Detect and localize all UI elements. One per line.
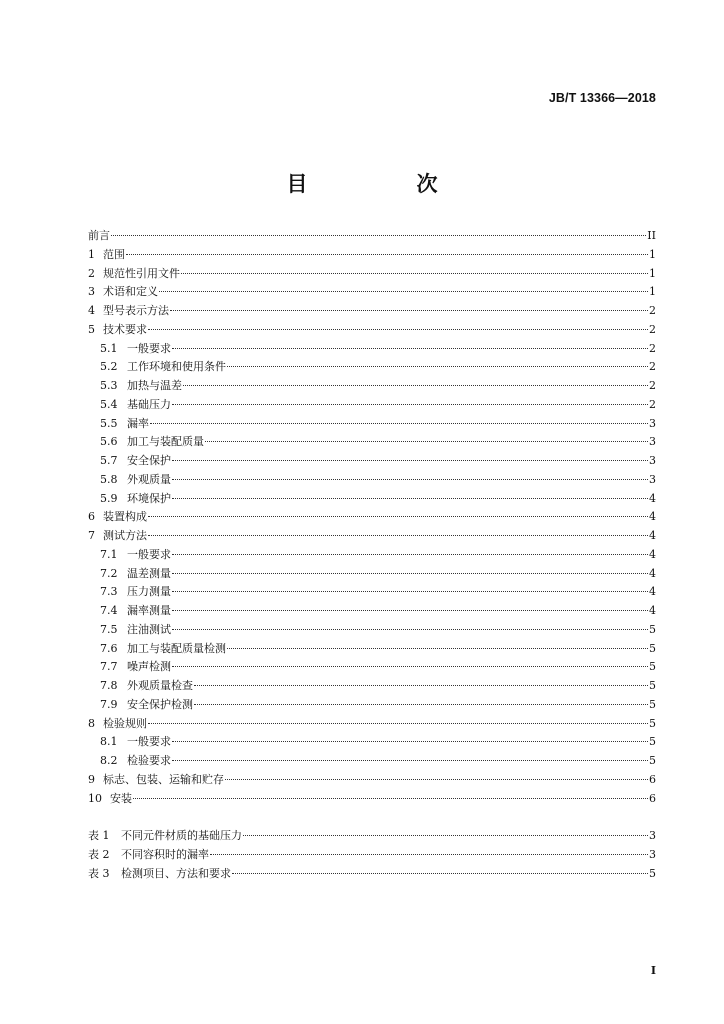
toc-entry-label: 范围 [103,247,125,261]
toc-entry[interactable] [88,358,656,377]
toc-entry-page: 4 [649,547,656,561]
toc-entry-label: 加工与装配质量检测 [127,641,226,655]
toc-entry-number: 7 [88,529,95,542]
toc-entry-page: 2 [649,341,656,355]
toc-entry-label: 检验要求 [127,754,171,767]
toc-entry-page: 4 [649,604,656,617]
dot-leader [172,404,648,405]
toc-entry[interactable] [88,283,656,302]
toc-entry-number: 5.1 [100,341,118,355]
dot-leader [172,498,648,499]
toc-entry-page: 3 [649,829,656,843]
toc-entry-number: 6 [88,510,95,524]
toc-entry-number: 8 [88,716,95,730]
toc-entry-number: 2 [88,266,95,280]
toc-entry-label: 不同容积时的漏率 [121,848,209,861]
dot-leader [172,348,648,349]
toc-entry-number: 7.3 [100,585,118,599]
dot-leader [194,685,648,686]
toc-entry-page: 4 [649,585,656,599]
toc-entry-page: 2 [649,379,656,392]
toc-entry-page: 1 [649,266,656,280]
toc-entry-number: 1 [88,247,95,261]
toc-entry-label: 安装 [110,791,132,805]
toc-entry-page: 5 [649,754,656,767]
toc-entry-page: 5 [649,735,656,749]
toc-entry[interactable] [88,433,656,452]
toc-entry-label: 型号表示方法 [103,304,169,317]
toc-entry[interactable] [88,452,656,471]
toc-entry[interactable] [88,790,656,809]
toc-entry-page: 5 [649,866,656,880]
toc-entry-page: 6 [649,791,656,805]
toc-entry-page: 5 [649,679,656,692]
toc-entry-label: 前言 [88,229,110,242]
toc-entry-number: 表 3 [88,866,110,880]
toc-entry-page: 2 [649,360,656,374]
toc-entry-label: 安全保护 [127,454,171,467]
toc-entry[interactable] [88,246,656,265]
toc-entry-page: 5 [649,716,656,730]
toc-entry-number: 5.2 [100,360,118,374]
toc-entry-label: 漏率 [127,416,149,430]
dot-leader [172,610,648,611]
dot-leader [232,873,648,874]
toc-entry-page: 4 [649,491,656,505]
toc-entry-number: 7.7 [100,660,118,674]
toc-entry-number: 3 [88,285,95,299]
toc-entry-number: 9 [88,772,95,786]
toc-entry-label: 一般要求 [127,547,171,561]
toc-entry-label: 噪声检测 [127,660,171,674]
toc-entry[interactable] [88,602,656,621]
toc-entry-label: 基础压力 [127,397,171,411]
page-title: 目 次 [286,172,482,196]
toc-entry-label: 环境保护 [127,491,171,505]
dot-leader [172,460,648,461]
toc-entry[interactable] [88,733,656,752]
page-number: I [650,964,656,977]
toc-entry-label: 技术要求 [103,322,147,336]
toc-entry-page: 4 [649,510,656,524]
dot-leader [150,423,648,424]
dot-leader [172,629,648,630]
toc-entry[interactable] [88,471,656,490]
toc-entry-page: 3 [649,435,656,449]
toc-entry[interactable] [88,265,656,284]
dot-leader [172,741,648,742]
dot-leader [227,366,648,367]
toc-entry[interactable] [88,302,656,321]
dot-leader [170,310,648,311]
toc-entry[interactable] [88,658,656,677]
dot-leader [225,779,648,780]
toc-entry-number: 表 2 [88,848,110,861]
toc-entry-label: 规范性引用文件 [103,266,180,280]
toc-entry-number: 5.5 [100,416,118,430]
toc-entry-label: 加热与温差 [127,379,182,392]
dot-leader [181,273,648,274]
toc-entry-number: 7.4 [100,604,118,617]
toc-entry-page: 2 [649,322,656,336]
dot-leader [172,760,648,761]
toc-divider-gap [88,808,656,827]
toc-entry[interactable] [88,752,656,771]
dot-leader [148,329,648,330]
toc-entry-number: 7.5 [100,622,118,636]
toc-entry-page: 3 [649,454,656,467]
toc-entry[interactable] [88,396,656,415]
toc-entry-label: 安全保护检测 [127,697,193,711]
toc-entry[interactable] [88,565,656,584]
toc-entry-number: 4 [88,304,95,317]
toc-entry-number: 10 [88,791,102,805]
toc-entry-number: 7.8 [100,679,118,692]
toc-entry-label: 压力测量 [127,585,171,599]
toc-entry[interactable] [88,415,656,434]
toc-entry-page: 1 [649,247,656,261]
dot-leader [243,835,648,836]
dot-leader [172,554,648,555]
toc-entry-page: 5 [649,660,656,674]
dot-leader [172,591,648,592]
toc-entry[interactable] [88,508,656,527]
toc-entry-number: 7.9 [100,697,118,711]
toc-entry-number: 5.6 [100,435,118,449]
toc-table-list [88,827,656,883]
dot-leader [126,254,648,255]
toc-entry-label: 外观质量检查 [127,679,193,692]
toc-entry-page: 2 [649,397,656,411]
dot-leader [227,648,648,649]
dot-leader [148,516,648,517]
dot-leader [172,666,648,667]
toc-entry-number: 7.1 [100,547,118,561]
toc-entry-number: 表 1 [88,829,110,843]
toc-entry[interactable] [88,227,656,246]
toc-entry-label: 不同元件材质的基础压力 [121,829,242,843]
toc-entry[interactable] [88,715,656,734]
toc-entry-number: 8.1 [100,735,118,749]
dot-leader [172,573,648,574]
toc-entry-label: 工作环境和使用条件 [127,360,226,374]
toc-entry-label: 外观质量 [127,472,171,486]
toc-entry[interactable] [88,321,656,340]
toc-entry[interactable] [88,583,656,602]
dot-leader [159,291,648,292]
toc-entry-number: 5.9 [100,491,118,505]
toc-entry-label: 一般要求 [127,341,171,355]
toc-entry-number: 5.7 [100,454,118,467]
toc-table-entry[interactable] [88,827,656,846]
dot-leader [172,479,648,480]
toc-entry-number: 8.2 [100,754,118,767]
dot-leader [210,854,648,855]
toc-entry[interactable] [88,490,656,509]
toc-entry[interactable] [88,696,656,715]
dot-leader [111,235,646,236]
toc-entry-page: II [647,229,656,242]
toc-entry[interactable] [88,640,656,659]
toc-entry-label: 装置构成 [103,510,147,524]
toc-entry-page: 5 [649,641,656,655]
toc-entry-label: 检测项目、方法和要求 [121,866,231,880]
toc-entry-label: 漏率测量 [127,604,171,617]
toc-entry-label: 温差测量 [127,566,171,580]
toc-entry-label: 标志、包装、运输和贮存 [103,772,224,786]
toc-table-entry[interactable] [88,865,656,884]
toc-entry-label: 测试方法 [103,529,147,542]
toc-entry[interactable] [88,677,656,696]
toc-entry-page: 5 [649,622,656,636]
toc-entry-number: 7.6 [100,641,118,655]
toc-entry-number: 5.3 [100,379,118,392]
dot-leader [133,798,648,799]
toc-section-list [88,227,656,808]
toc-entry-page: 5 [649,697,656,711]
toc-entry-number: 5.8 [100,472,118,486]
toc-entry-number: 7.2 [100,566,118,580]
toc-entry[interactable] [88,621,656,640]
table-of-contents [88,227,656,884]
toc-entry-page: 3 [649,848,656,861]
toc-entry[interactable] [88,771,656,790]
toc-entry-label: 术语和定义 [103,285,158,299]
toc-table-entry[interactable] [88,846,656,865]
dot-leader [194,704,648,705]
dot-leader [148,723,648,724]
toc-entry-page: 1 [649,285,656,299]
toc-entry-number: 5 [88,322,95,336]
toc-entry-page: 4 [649,566,656,580]
toc-entry-label: 一般要求 [127,735,171,749]
toc-entry-page: 3 [649,472,656,486]
toc-entry-page: 3 [649,416,656,430]
toc-entry-label: 加工与装配质量 [127,435,204,449]
toc-entry[interactable] [88,527,656,546]
toc-entry[interactable] [88,377,656,396]
toc-entry-label: 注油测试 [127,622,171,636]
toc-entry[interactable] [88,340,656,359]
dot-leader [183,385,648,386]
toc-entry-page: 2 [649,304,656,317]
toc-entry[interactable] [88,546,656,565]
dot-leader [148,535,648,536]
toc-entry-number: 5.4 [100,397,118,411]
toc-entry-label: 检验规则 [103,716,147,730]
dot-leader [205,441,648,442]
standard-code: JB/T 13366—2018 [548,91,656,105]
toc-entry-page: 4 [649,529,656,542]
toc-entry-page: 6 [649,772,656,786]
